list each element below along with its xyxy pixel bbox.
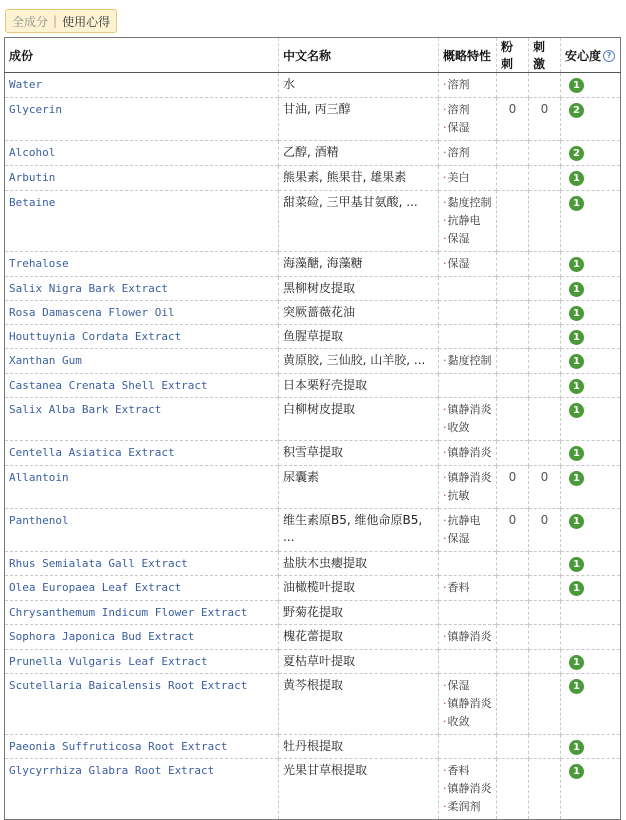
tab-bar (5, 9, 117, 33)
ingredient-name-link[interactable]: Castanea Crenata Shell Extract (5, 374, 279, 398)
table-row (5, 441, 621, 466)
feature-item: · 保湿 (443, 530, 492, 548)
safety-badge: 1 (569, 171, 584, 186)
safety-badge: 1 (569, 740, 584, 755)
ingredient-name-link[interactable]: Olea Europaea Leaf Extract (5, 576, 279, 601)
ingredient-name-link[interactable]: Sophora Japonica Bud Extract (5, 625, 279, 650)
feature-item: · 柔润剂 (443, 798, 492, 816)
acne-score (497, 552, 529, 576)
acne-score (497, 674, 529, 735)
feature-item: · 溶剂 (443, 101, 492, 119)
safety-badge: 1 (569, 679, 584, 694)
table-row (5, 759, 621, 820)
table-row (5, 735, 621, 759)
tab-experience[interactable]: 使用心得 (62, 14, 111, 29)
safety-cell (561, 576, 621, 601)
table-row (5, 601, 621, 625)
table-row (5, 374, 621, 398)
table-header-row (5, 38, 621, 73)
help-icon[interactable]: ? (603, 50, 615, 62)
feature-item: · 抗静电 (443, 212, 492, 230)
acne-score (497, 601, 529, 625)
table-row (5, 166, 621, 191)
safety-cell (561, 98, 621, 141)
irritation-score (529, 374, 561, 398)
tab-separator: | (53, 14, 58, 28)
irritation-score (529, 759, 561, 820)
safety-cell (561, 601, 621, 625)
chinese-name: 海藻醣, 海藻糖 (279, 252, 439, 277)
irritation-score: 0 (529, 466, 561, 509)
ingredient-name-link[interactable]: Arbutin (5, 166, 279, 191)
feature-list (439, 277, 497, 301)
table-row (5, 73, 621, 98)
ingredient-name-link[interactable]: Salix Nigra Bark Extract (5, 277, 279, 301)
chinese-name: 甘油, 丙三醇 (279, 98, 439, 141)
chinese-name: 维生素原B5, 维他命原B5, ... (279, 509, 439, 552)
ingredient-name-link[interactable]: Xanthan Gum (5, 349, 279, 374)
irritation-score (529, 625, 561, 650)
feature-item: · 抗敏 (443, 487, 492, 505)
table-row (5, 398, 621, 441)
feature-list (439, 98, 497, 141)
feature-item: · 黏度控制 (443, 352, 492, 370)
feature-list (439, 398, 497, 441)
ingredient-name-link[interactable]: Chrysanthemum Indicum Flower Extract (5, 601, 279, 625)
feature-list (439, 166, 497, 191)
acne-score (497, 576, 529, 601)
safety-cell (561, 252, 621, 277)
feature-list (439, 650, 497, 674)
safety-badge: 2 (569, 146, 584, 161)
chinese-name: 水 (279, 73, 439, 98)
chinese-name: 黄原胶, 三仙胶, 山羊胶, ... (279, 349, 439, 374)
feature-item: · 镇静消炎 (443, 444, 492, 462)
safety-cell (561, 166, 621, 191)
feature-list (439, 374, 497, 398)
table-row (5, 509, 621, 552)
safety-badge: 1 (569, 78, 584, 93)
irritation-score (529, 601, 561, 625)
safety-cell (561, 650, 621, 674)
ingredient-name-link[interactable]: Water (5, 73, 279, 98)
irritation-score (529, 141, 561, 166)
safety-badge: 1 (569, 403, 584, 418)
feature-list (439, 509, 497, 552)
ingredient-name-link[interactable]: Trehalose (5, 252, 279, 277)
irritation-score (529, 252, 561, 277)
feature-item: · 镇静消炎 (443, 628, 492, 646)
chinese-name: 黄芩根提取 (279, 674, 439, 735)
safety-cell (561, 509, 621, 552)
feature-list (439, 625, 497, 650)
safety-cell (561, 552, 621, 576)
safety-cell (561, 325, 621, 349)
ingredient-name-link[interactable]: Panthenol (5, 509, 279, 552)
chinese-name: 盐肤木虫瘿提取 (279, 552, 439, 576)
safety-cell (561, 191, 621, 252)
chinese-name: 槐花蕾提取 (279, 625, 439, 650)
table-row (5, 325, 621, 349)
acne-score (497, 349, 529, 374)
feature-item: · 镇静消炎 (443, 469, 492, 487)
acne-score (497, 735, 529, 759)
acne-score (497, 374, 529, 398)
irritation-score (529, 576, 561, 601)
safety-badge: 1 (569, 655, 584, 670)
feature-item: · 保湿 (443, 230, 492, 248)
acne-score (497, 441, 529, 466)
feature-list (439, 601, 497, 625)
chinese-name: 日本栗籽壳提取 (279, 374, 439, 398)
feature-list (439, 349, 497, 374)
acne-score (497, 398, 529, 441)
feature-item: · 美白 (443, 169, 492, 187)
irritation-score (529, 325, 561, 349)
header-features: 概略特性 (439, 38, 497, 73)
table-row (5, 98, 621, 141)
safety-badge: 1 (569, 514, 584, 529)
safety-cell (561, 398, 621, 441)
table-row (5, 141, 621, 166)
safety-badge: 1 (569, 282, 584, 297)
irritation-score: 0 (529, 98, 561, 141)
irritation-score (529, 349, 561, 374)
irritation-score (529, 301, 561, 325)
safety-badge: 1 (569, 354, 584, 369)
table-row (5, 252, 621, 277)
ingredient-name-link[interactable]: Allantoin (5, 466, 279, 509)
table-row (5, 576, 621, 601)
acne-score (497, 191, 529, 252)
tab-all-ingredients[interactable]: 全成分 (12, 14, 49, 29)
irritation-score (529, 650, 561, 674)
table-row (5, 466, 621, 509)
feature-list (439, 73, 497, 98)
safety-badge: 1 (569, 557, 584, 572)
irritation-score (529, 398, 561, 441)
chinese-name: 牡丹根提取 (279, 735, 439, 759)
table-row (5, 552, 621, 576)
safety-badge: 1 (569, 764, 584, 779)
acne-score (497, 252, 529, 277)
table-row (5, 301, 621, 325)
chinese-name: 熊果素, 熊果苷, 雄果素 (279, 166, 439, 191)
irritation-score (529, 277, 561, 301)
ingredient-name-link[interactable]: Betaine (5, 191, 279, 252)
ingredient-name-link[interactable]: Glycyrrhiza Glabra Root Extract (5, 759, 279, 820)
safety-badge: 1 (569, 581, 584, 596)
feature-list (439, 141, 497, 166)
chinese-name: 夏枯草叶提取 (279, 650, 439, 674)
feature-list (439, 552, 497, 576)
acne-score (497, 325, 529, 349)
feature-item: · 溶剂 (443, 144, 492, 162)
chinese-name: 突厥蔷薇花油 (279, 301, 439, 325)
feature-item: · 保湿 (443, 119, 492, 137)
irritation-score (529, 552, 561, 576)
acne-score (497, 73, 529, 98)
feature-list (439, 252, 497, 277)
header-irritation: 刺激 (529, 38, 561, 73)
ingredient-name-link[interactable]: Rhus Semialata Gall Extract (5, 552, 279, 576)
irritation-score (529, 73, 561, 98)
safety-badge: 1 (569, 257, 584, 272)
feature-list (439, 325, 497, 349)
feature-item: · 溶剂 (443, 76, 492, 94)
feature-list (439, 191, 497, 252)
irritation-score (529, 735, 561, 759)
safety-badge: 1 (569, 446, 584, 461)
ingredient-name-link[interactable]: Scutellaria Baicalensis Root Extract (5, 674, 279, 735)
header-ingredient[interactable]: 成份 (5, 38, 279, 73)
ingredient-name-link[interactable]: Rosa Damascena Flower Oil (5, 301, 279, 325)
ingredient-name-link[interactable]: Paeonia Suffruticosa Root Extract (5, 735, 279, 759)
header-acne: 粉刺 (497, 38, 529, 73)
safety-badge: 1 (569, 379, 584, 394)
safety-cell (561, 141, 621, 166)
chinese-name: 鱼腥草提取 (279, 325, 439, 349)
feature-item: · 镇静消炎 (443, 780, 492, 798)
acne-score: 0 (497, 98, 529, 141)
ingredient-name-link[interactable]: Glycerin (5, 98, 279, 141)
feature-list (439, 466, 497, 509)
chinese-name: 乙醇, 酒精 (279, 141, 439, 166)
irritation-score (529, 441, 561, 466)
table-row (5, 625, 621, 650)
ingredient-name-link[interactable]: Houttuynia Cordata Extract (5, 325, 279, 349)
acne-score (497, 759, 529, 820)
chinese-name: 白柳树皮提取 (279, 398, 439, 441)
safety-cell (561, 349, 621, 374)
chinese-name: 积雪草提取 (279, 441, 439, 466)
feature-item: · 保湿 (443, 255, 492, 273)
acne-score (497, 301, 529, 325)
feature-list (439, 301, 497, 325)
header-safety-label: 安心度 (565, 48, 602, 63)
chinese-name: 光果甘草根提取 (279, 759, 439, 820)
table-row (5, 191, 621, 252)
chinese-name: 尿囊素 (279, 466, 439, 509)
table-row (5, 277, 621, 301)
feature-list (439, 759, 497, 820)
acne-score (497, 166, 529, 191)
safety-cell (561, 759, 621, 820)
chinese-name: 野菊花提取 (279, 601, 439, 625)
acne-score (497, 141, 529, 166)
acne-score: 0 (497, 509, 529, 552)
safety-badge: 2 (569, 103, 584, 118)
table-row (5, 674, 621, 735)
acne-score (497, 277, 529, 301)
irritation-score (529, 674, 561, 735)
irritation-score: 0 (529, 509, 561, 552)
safety-cell (561, 466, 621, 509)
acne-score (497, 625, 529, 650)
safety-badge: 1 (569, 306, 584, 321)
safety-badge: 1 (569, 471, 584, 486)
safety-cell (561, 441, 621, 466)
header-chinese-name: 中文名称 (279, 38, 439, 73)
chinese-name: 甜菜硷, 三甲基甘氨酸, ... (279, 191, 439, 252)
feature-list (439, 674, 497, 735)
ingredient-name-link[interactable]: Prunella Vulgaris Leaf Extract (5, 650, 279, 674)
safety-badge: 1 (569, 330, 584, 345)
safety-cell (561, 277, 621, 301)
safety-cell (561, 374, 621, 398)
irritation-score (529, 191, 561, 252)
ingredient-name-link[interactable]: Alcohol (5, 141, 279, 166)
feature-item: · 保湿 (443, 677, 492, 695)
chinese-name: 黑柳树皮提取 (279, 277, 439, 301)
acne-score (497, 650, 529, 674)
ingredient-name-link[interactable]: Centella Asiatica Extract (5, 441, 279, 466)
feature-list (439, 735, 497, 759)
safety-cell (561, 301, 621, 325)
feature-item: · 香料 (443, 762, 492, 780)
safety-cell (561, 625, 621, 650)
feature-item: · 黏度控制 (443, 194, 492, 212)
chinese-name: 油橄榄叶提取 (279, 576, 439, 601)
safety-cell (561, 73, 621, 98)
ingredient-table (4, 37, 621, 820)
feature-item: · 抗静电 (443, 512, 492, 530)
safety-cell (561, 674, 621, 735)
feature-list (439, 441, 497, 466)
table-row (5, 650, 621, 674)
safety-badge: 1 (569, 196, 584, 211)
acne-score: 0 (497, 466, 529, 509)
feature-item: · 香料 (443, 579, 492, 597)
ingredient-name-link[interactable]: Salix Alba Bark Extract (5, 398, 279, 441)
table-row (5, 349, 621, 374)
feature-item: · 镇静消炎 (443, 695, 492, 713)
safety-cell (561, 735, 621, 759)
feature-item: · 收敛 (443, 713, 492, 731)
feature-list (439, 576, 497, 601)
irritation-score (529, 166, 561, 191)
feature-item: · 收敛 (443, 419, 492, 437)
feature-item: · 镇静消炎 (443, 401, 492, 419)
header-safety (561, 38, 621, 73)
